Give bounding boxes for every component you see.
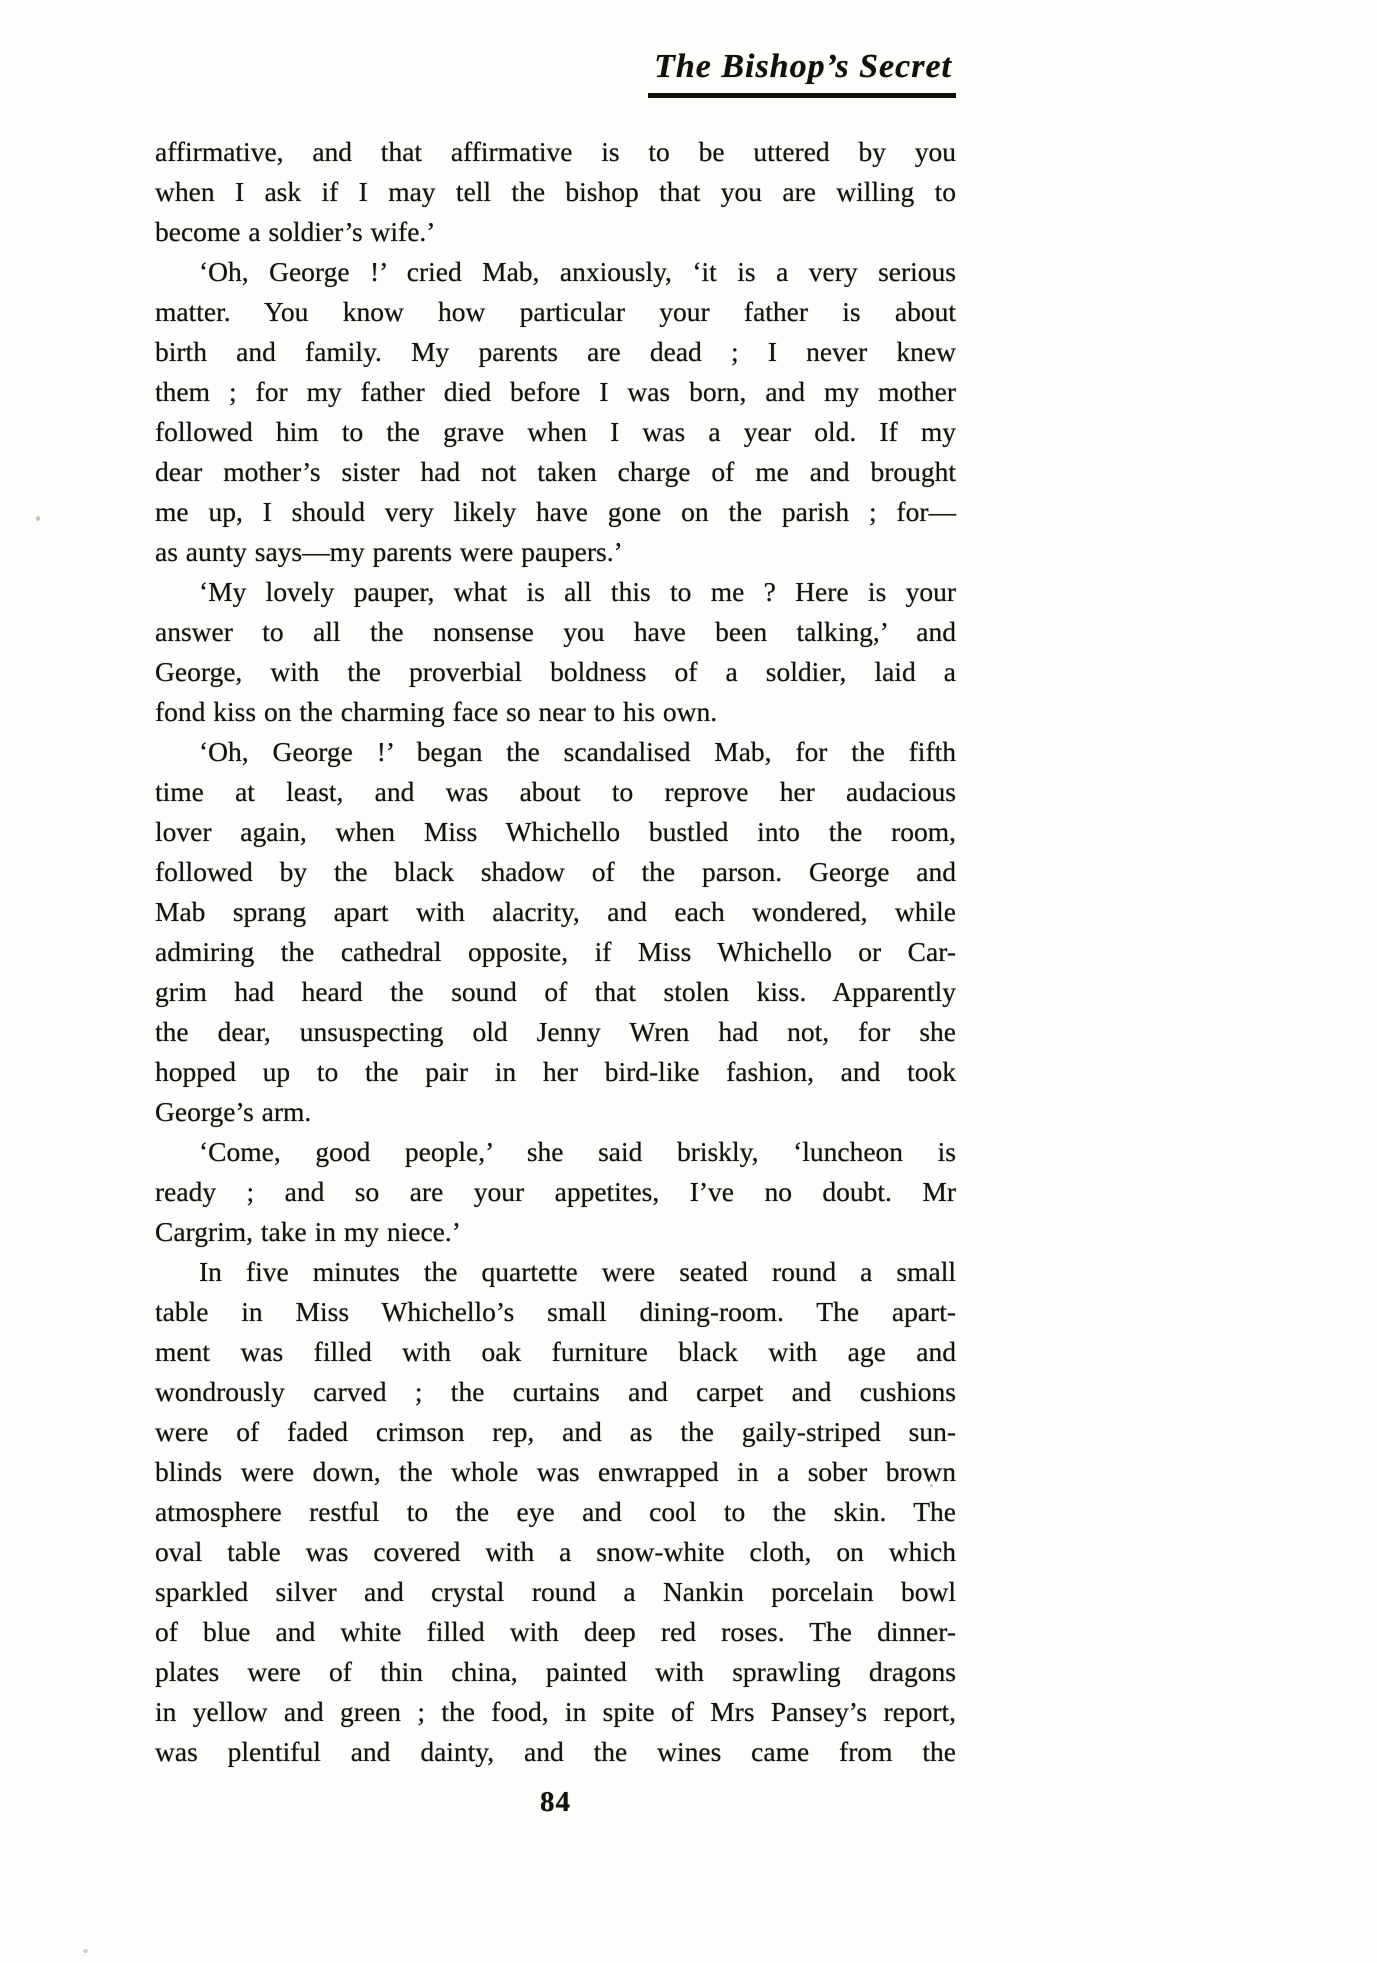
text-line: plates were of thin china, painted with sprawling dragons (155, 1656, 956, 1687)
running-header-title: The Bishop’s Secret (654, 48, 952, 85)
text-line: were of faded crimson rep, and as the gaily-striped sun- (155, 1416, 956, 1447)
text-line: fond kiss on the charming face so near to his own. (155, 696, 718, 727)
text-line: was plentiful and dainty, and the wines came from the (155, 1736, 956, 1767)
header-rule (648, 48, 956, 98)
text-line: as aunty says—my parents were paupers.’ (155, 536, 623, 567)
text-line: ‘Oh, George !’ began the scandalised Mab, for the fifth (199, 736, 956, 767)
text-line: me up, I should very likely have gone on the parish ; for— (155, 496, 956, 527)
text-line: followed by the black shadow of the parson. George and (155, 856, 956, 887)
text-line: when I ask if I may tell the bishop that you are willing to (155, 176, 956, 207)
text-line: become a soldier’s wife.’ (155, 216, 436, 247)
text-line: hopped up to the pair in her bird-like fashion, and took (155, 1056, 956, 1087)
text-line: ‘Come, good people,’ she said briskly, ‘luncheon is (199, 1136, 956, 1167)
text-line: ‘Oh, George !’ cried Mab, anxiously, ‘it is a very serious (199, 256, 956, 287)
running-header (155, 48, 956, 98)
text-line: wondrously carved ; the curtains and carpet and cushions (155, 1376, 956, 1407)
scan-speck (36, 516, 40, 521)
paragraph (155, 252, 956, 572)
text-line: of blue and white filled with deep red roses. The dinner- (155, 1616, 956, 1647)
text-line: in yellow and green ; the food, in spite of Mrs Pansey’s report, (155, 1696, 956, 1727)
text-line: blinds were down, the whole was enwrapped in a sober brown (155, 1456, 956, 1487)
text-line: ‘My lovely pauper, what is all this to me ? Here is your (199, 576, 956, 607)
text-line: time at least, and was about to reprove her audacious (155, 776, 956, 807)
text-line: the dear, unsuspecting old Jenny Wren had not, for she (155, 1016, 956, 1047)
text-line: Mab sprang apart with alacrity, and each wondered, while (155, 896, 956, 927)
text-line: oval table was covered with a snow-white cloth, on which (155, 1536, 956, 1567)
text-line: sparkled silver and crystal round a Nankin porcelain bowl (155, 1576, 956, 1607)
scan-speck (930, 1484, 933, 1487)
text-line: answer to all the nonsense you have been talking,’ and (155, 616, 956, 647)
paragraph (155, 1252, 956, 1772)
text-line: matter. You know how particular your father is about (155, 296, 956, 327)
text-line: ment was filled with oak furniture black with age and (155, 1336, 956, 1367)
text-line: George’s arm. (155, 1096, 312, 1127)
text-line: lover again, when Miss Whichello bustled into the room, (155, 816, 956, 847)
text-line: admiring the cathedral opposite, if Miss Whichello or Car- (155, 936, 956, 967)
text-line: affirmative, and that affirmative is to be uttered by you (155, 136, 956, 167)
text-line: Cargrim, take in my niece.’ (155, 1216, 461, 1247)
text-line: dear mother’s sister had not taken charge of me and brought (155, 456, 956, 487)
scan-speck (83, 1949, 88, 1953)
page-number: 84 (540, 1786, 571, 1818)
text-column (155, 48, 956, 1772)
paragraph (155, 132, 956, 252)
body-text (155, 132, 956, 1772)
text-line: ready ; and so are your appetites, I’ve no doubt. Mr (155, 1176, 956, 1207)
paragraph (155, 732, 956, 1132)
text-line: them ; for my father died before I was born, and my mother (155, 376, 956, 407)
paragraph (155, 1132, 956, 1252)
paragraph (155, 572, 956, 732)
text-line: atmosphere restful to the eye and cool to the skin. The (155, 1496, 956, 1527)
text-line: table in Miss Whichello’s small dining-room. The apart- (155, 1296, 956, 1327)
text-line: grim had heard the sound of that stolen kiss. Apparently (155, 976, 956, 1007)
text-line: George, with the proverbial boldness of a soldier, laid a (155, 656, 956, 687)
text-line: In five minutes the quartette were seated round a small (199, 1256, 956, 1287)
text-line: followed him to the grave when I was a year old. If my (155, 416, 956, 447)
text-line: birth and family. My parents are dead ; I never knew (155, 336, 956, 367)
